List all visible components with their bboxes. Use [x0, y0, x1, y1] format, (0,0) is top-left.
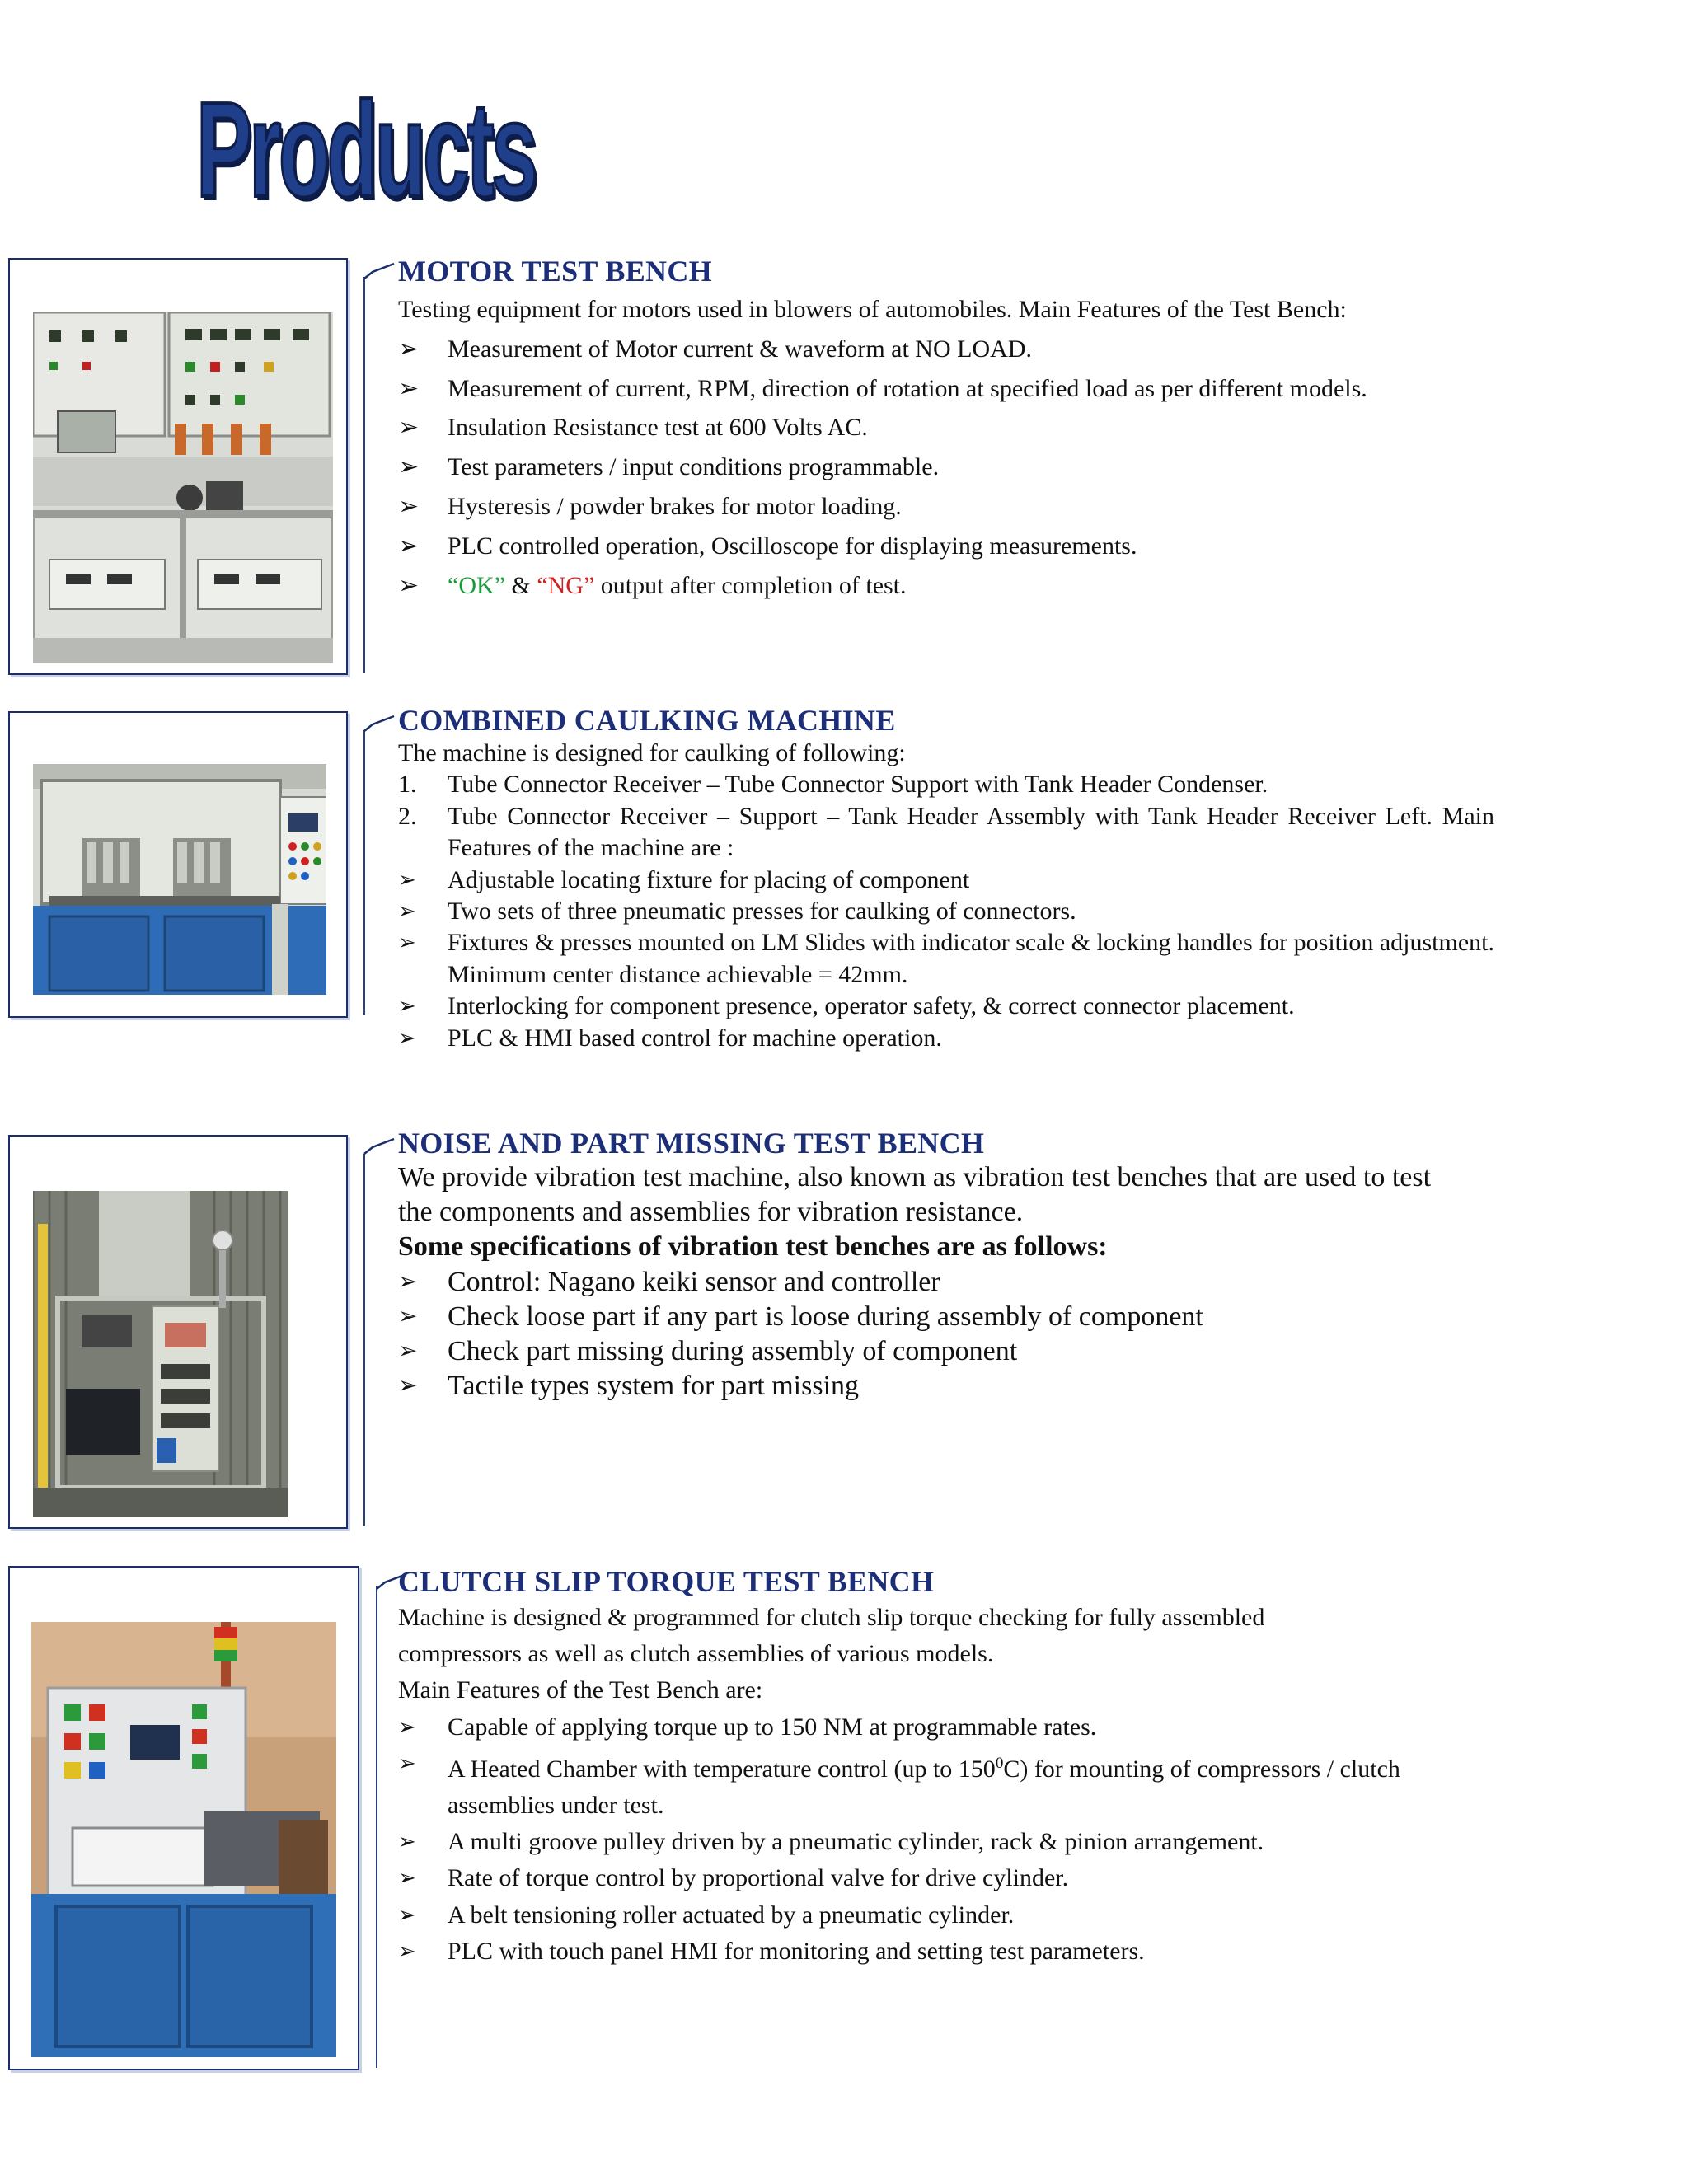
list-item: ➢ Control: Nagano keiki sensor and controller — [398, 1265, 1494, 1300]
arrow-bullet-icon: ➢ — [398, 930, 416, 955]
motor-test-bench-heading: MOTOR TEST BENCH — [398, 255, 712, 288]
arrow-bullet-icon: ➢ — [398, 571, 420, 599]
caulking-machine-numbered-list — [398, 769, 1494, 864]
motor-test-bench-divider — [363, 277, 365, 673]
arrow-bullet-icon: ➢ — [398, 1338, 418, 1365]
superscript-zero: 0 — [995, 1754, 1004, 1772]
page-title: Products — [196, 74, 535, 225]
arrow-bullet-icon: ➢ — [398, 1902, 416, 1927]
arrow-bullet-icon: ➢ — [398, 1303, 418, 1329]
noise-test-bench-heading: NOISE AND PART MISSING TEST BENCH — [398, 1127, 985, 1160]
list-item: ➢ Capable of applying torque up to 150 NM at programmable rates. — [398, 1709, 1494, 1746]
noise-test-bench-photo-frame — [8, 1135, 348, 1529]
list-item: 1. Tube Connector Receiver – Tube Connector Support with Tank Header Condenser. — [398, 769, 1494, 800]
list-item: ➢ Check part missing during assembly of component — [398, 1334, 1494, 1369]
clutch-test-bench-feature-list — [398, 1709, 1494, 1970]
caulking-machine-content — [398, 703, 1494, 1054]
arrow-bullet-icon: ➢ — [398, 1866, 416, 1891]
ng-status-text: “NG” — [537, 571, 595, 599]
motor-test-bench-photo — [33, 312, 333, 663]
noise-test-bench-subheading: Some specifications of vibration test benches are as follows: — [398, 1231, 1108, 1263]
caulking-machine-intro: The machine is designed for caulking of following: — [398, 739, 906, 766]
clutch-test-bench-divider — [376, 1586, 377, 2068]
list-item: ➢ PLC & HMI based control for machine operation. — [398, 1023, 1494, 1054]
motor-test-bench-feature-list — [398, 330, 1494, 606]
caulking-machine-photo-frame — [8, 711, 348, 1018]
list-item: ➢ Measurement of Motor current & waveform at NO LOAD. — [398, 330, 1494, 369]
list-item: ➢ Hysteresis / powder brakes for motor loading. — [398, 487, 1494, 527]
clutch-test-bench-photo-frame — [8, 1566, 359, 2070]
list-item: ➢ Insulation Resistance test at 600 Volts AC. — [398, 408, 1494, 448]
arrow-bullet-icon: ➢ — [398, 994, 416, 1019]
arrow-bullet-icon: ➢ — [398, 1750, 416, 1775]
motor-test-bench-intro: Testing equipment for motors used in blowers of automobiles. Main Features of the Test Bench: — [398, 296, 1347, 323]
arrow-bullet-icon: ➢ — [398, 492, 420, 520]
arrow-bullet-icon: ➢ — [398, 532, 420, 560]
list-item: ➢ Tactile types system for part missing — [398, 1369, 1494, 1404]
list-item: ➢ PLC controlled operation, Oscilloscope for displaying measurements. — [398, 527, 1494, 566]
list-item: ➢ “OK” & “NG” output after completion of test. — [398, 566, 1494, 606]
caulking-machine-photo — [33, 764, 326, 995]
clutch-test-bench-intro: Machine is designed & programmed for clutch slip torque checking for fully assembled compressors as well as clutch assemblies of various models. — [398, 1604, 1265, 1668]
arrow-bullet-icon: ➢ — [398, 453, 420, 481]
arrow-bullet-icon: ➢ — [398, 1714, 416, 1739]
list-item: ➢ A belt tensioning roller actuated by a pneumatic cylinder. — [398, 1897, 1494, 1933]
list-item: ➢ Test parameters / input conditions programmable. — [398, 448, 1494, 487]
clutch-test-bench-content — [398, 1563, 1494, 1970]
arrow-bullet-icon: ➢ — [398, 1830, 416, 1854]
arrow-bullet-icon: ➢ — [398, 899, 416, 924]
list-item: ➢ Fixtures & presses mounted on LM Slides with indicator scale & locking handles for position adjustment. Minimum center distance achievable = 42mm. — [398, 929, 1494, 988]
caulking-machine-divider — [363, 730, 365, 1015]
arrow-bullet-icon: ➢ — [398, 1938, 416, 1963]
arrow-bullet-icon: ➢ — [398, 335, 420, 363]
list-item: ➢ Rate of torque control by proportional valve for drive cylinder. — [398, 1860, 1494, 1896]
list-item: 2. Tube Connector Receiver – Support – Tank Header Assembly with Tank Header Receiver Left. Main Features of the machine are : — [398, 802, 1494, 862]
caulking-machine-feature-list — [398, 865, 1494, 1054]
list-item: ➢ Interlocking for component presence, operator safety, & correct connector placement. — [398, 991, 1494, 1022]
list-item: ➢ Measurement of current, RPM, direction of rotation at specified load as per different models. — [398, 369, 1494, 409]
list-item: ➢ Check loose part if any part is loose during assembly of component — [398, 1300, 1494, 1334]
noise-test-bench-photo — [33, 1191, 288, 1517]
motor-test-bench-content — [398, 252, 1494, 605]
caulking-machine-heading: COMBINED CAULKING MACHINE — [398, 704, 896, 737]
list-number: 1. — [398, 771, 417, 799]
motor-test-bench-hook — [363, 262, 396, 280]
arrow-bullet-icon: ➢ — [398, 867, 416, 892]
arrow-bullet-icon: ➢ — [398, 1025, 416, 1050]
clutch-test-bench-intro-2: Main Features of the Test Bench are: — [398, 1676, 763, 1704]
noise-test-bench-feature-list — [398, 1265, 1494, 1404]
ok-status-text: “OK” — [448, 571, 505, 599]
caulking-machine-hook — [363, 715, 396, 733]
arrow-bullet-icon: ➢ — [398, 1373, 418, 1399]
clutch-test-bench-heading: CLUTCH SLIP TORQUE TEST BENCH — [398, 1565, 935, 1598]
list-item: ➢ Adjustable locating fixture for placing of component — [398, 865, 1494, 896]
noise-test-bench-intro: We provide vibration test machine, also known as vibration test benches that are used to test the components and assemblies for vibration resistance. — [398, 1162, 1432, 1228]
arrow-bullet-icon: ➢ — [398, 1268, 418, 1295]
clutch-test-bench-photo — [31, 1622, 336, 2057]
list-item: ➢ A multi groove pulley driven by a pneumatic cylinder, rack & pinion arrangement. — [398, 1824, 1494, 1860]
arrow-bullet-icon: ➢ — [398, 374, 420, 402]
motor-test-bench-photo-frame — [8, 258, 348, 675]
arrow-bullet-icon: ➢ — [398, 414, 420, 442]
noise-test-bench-divider — [363, 1154, 365, 1526]
list-number: 2. — [398, 802, 417, 830]
noise-test-bench-content — [398, 1126, 1494, 1404]
list-item: ➢ A Heated Chamber with temperature control (up to $150^0C$) for mounting of compressors / clutch assemblies under test. — [398, 1746, 1445, 1824]
noise-test-bench-hook — [363, 1137, 396, 1155]
list-item: ➢ PLC with touch panel HMI for monitoring and setting test parameters. — [398, 1933, 1494, 1970]
list-item: ➢ Two sets of three pneumatic presses for caulking of connectors. — [398, 896, 1494, 927]
